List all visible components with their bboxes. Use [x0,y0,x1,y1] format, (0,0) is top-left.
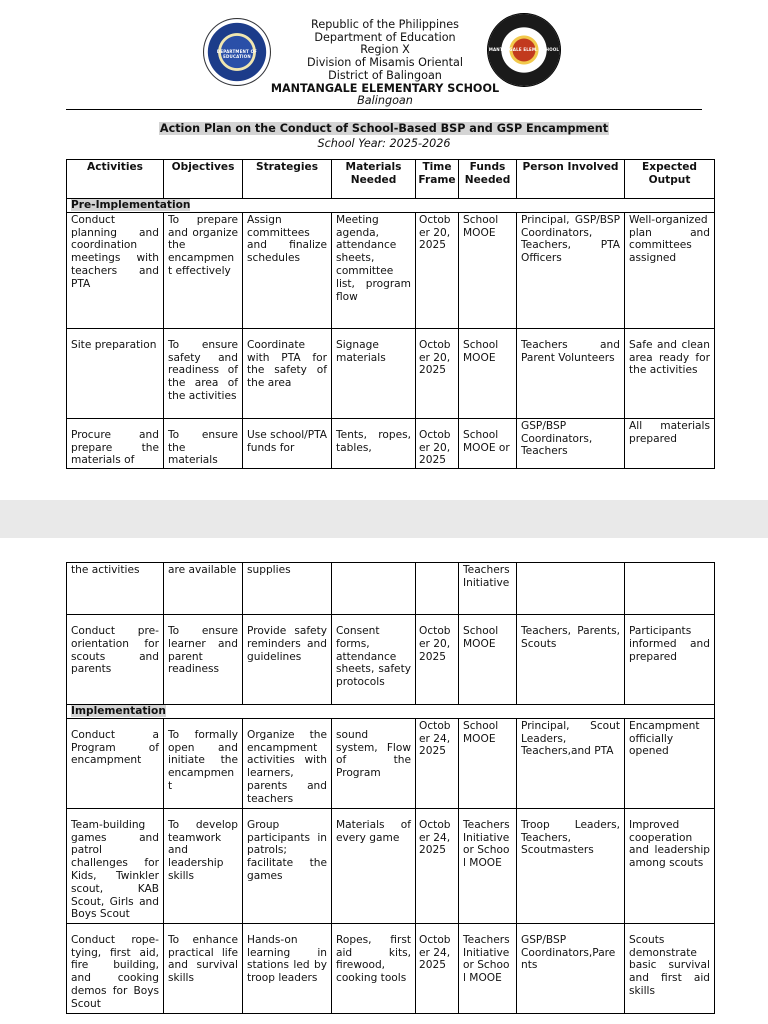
strategy-cell: Assign committees and finalize schedules [243,212,332,328]
objective-cell: are available [164,563,243,615]
column-header: Time Frame [416,160,459,199]
strategy-cell: Group participants in patrols; facilitate the games [243,808,332,923]
letterhead [240,19,530,108]
time-frame-cell: October 20, 2025 [416,615,459,705]
output-cell: Well-organized plan and committees assigned [625,212,715,328]
persons-cell: Principal, Scout Leaders, Teachers,and PTA [517,718,625,808]
persons-cell: Troop Leaders, Teachers, Scoutmasters [517,808,625,923]
funds-cell: School MOOE or [459,418,517,468]
column-header: Objectives [164,160,243,199]
output-cell: Improved cooperation and leadership among scouts [625,808,715,923]
materials-cell: Materials of every game [332,808,416,923]
column-header: Funds Needed [459,160,517,199]
activity-cell: Team-building games and patrol challenges for Kids, Twinkler scout, KAB Scout, Girls and Boys Scout [67,808,164,923]
persons-cell [517,563,625,615]
time-frame-cell: October 20, 2025 [416,328,459,418]
letterhead-line: Republic of the Philippines [311,18,459,31]
materials-cell [332,563,416,615]
letterhead-line: Region X [360,43,410,57]
objective-cell: To enhance practical life and survival skills [164,923,243,1013]
output-cell [625,563,715,615]
deped-seal-text: DEPARTMENT OF EDUCATION [216,49,258,60]
materials-cell: Meeting agenda, attendance sheets, committee list, program flow [332,212,416,328]
activity-cell: Site preparation [67,328,164,418]
phase-row-pre-implementation [67,199,715,213]
persons-cell: Teachers, Parents, Scouts [517,615,625,705]
table-row [67,615,715,705]
column-header: Materials Needed [332,160,416,199]
output-cell: Encampment officially opened [625,718,715,808]
strategy-cell: Coordinate with PTA for the safety of the area [243,328,332,418]
header-divider [66,109,702,110]
persons-cell: GSP/BSP Coordinators,Parents [517,923,625,1013]
strategy-cell: Provide safety reminders and guidelines [243,615,332,705]
output-cell: Safe and clean area ready for the activities [625,328,715,418]
time-frame-cell: October 20, 2025 [416,418,459,468]
table-row [67,923,715,1013]
funds-cell: School MOOE [459,212,517,328]
column-header: Activities [67,160,164,199]
school-year: School Year: 2025-2026 [317,137,451,150]
letterhead-line: District of Balingoan [328,68,442,82]
phase-label: Pre-Implementation [67,199,715,213]
table-row [67,563,715,615]
materials-cell: sound system, Flow of the Program [332,718,416,808]
materials-cell: Ropes, first aid kits, firewood, cooking tools [332,923,416,1013]
column-header: Expected Output [625,160,715,199]
time-frame-cell: October 24, 2025 [416,808,459,923]
phase-label: Implementation [67,705,715,719]
time-frame-cell: October 24, 2025 [416,718,459,808]
plan-title: Action Plan on the Conduct of School-Based BSP and GSP Encampment [159,122,609,135]
activity-cell: Conduct a Program of encampment [67,718,164,808]
materials-cell: Signage materials [332,328,416,418]
objective-cell: To ensure safety and readiness of the area of the activities [164,328,243,418]
time-frame-cell [416,563,459,615]
funds-cell: Teachers Initiative or School MOOE [459,923,517,1013]
persons-cell: GSP/BSP Coordinators, Teachers [517,418,625,468]
letterhead-line: Division of Misamis Oriental [307,56,463,70]
output-cell: Participants informed and prepared [625,615,715,705]
action-plan-table-page-1 [66,159,715,469]
objective-cell: To prepare and organize the encampment effectively [164,212,243,328]
time-frame-cell: October 24, 2025 [416,923,459,1013]
table-row [67,808,715,923]
materials-cell: Tents, ropes, tables, [332,418,416,468]
activity-cell: the activities [67,563,164,615]
column-header: Person Involved [517,160,625,199]
activity-cell: Conduct planning and coordination meetings with teachers and PTA [67,212,164,328]
objective-cell: To formally open and initiate the encampment [164,718,243,808]
phase-row-implementation [67,705,715,719]
materials-cell: Consent forms, attendance sheets, safety protocols [332,615,416,705]
strategy-cell: Use school/PTA funds for [243,418,332,468]
funds-cell: School MOOE [459,615,517,705]
table-row [67,212,715,328]
funds-cell: School MOOE [459,718,517,808]
activity-cell: Procure and prepare the materials of [67,418,164,468]
table-row [67,328,715,418]
objective-cell: To ensure learner and parent readiness [164,615,243,705]
strategy-cell: Organize the encampment activities with learners, parents and teachers [243,718,332,808]
objective-cell: To develop teamwork and leadership skills [164,808,243,923]
funds-cell: School MOOE [459,328,517,418]
table-header-row [67,160,715,199]
output-cell: Scouts demonstrate basic survival and first aid skills [625,923,715,1013]
school-seal-text: MANTANGALE ELEM. SCHOOL [488,47,560,53]
table-row [67,718,715,808]
funds-cell: Teachers Initiative [459,563,517,615]
objective-cell: To ensure the materials [164,418,243,468]
column-header: Strategies [243,160,332,199]
table-row [67,418,715,468]
persons-cell: Principal, GSP/BSP Coordinators, Teachers, PTA Officers [517,212,625,328]
letterhead-line: Department of Education [314,30,456,44]
strategy-cell: supplies [243,563,332,615]
strategy-cell: Hands-on learning in stations led by troop leaders [243,923,332,1013]
school-name: MANTANGALE ELEMENTARY SCHOOL [270,81,500,95]
activity-cell: Conduct pre-orientation for scouts and parents [67,615,164,705]
funds-cell: Teachers Initiative or School MOOE [459,808,517,923]
output-cell: All materials prepared [625,418,715,468]
time-frame-cell: October 20, 2025 [416,212,459,328]
school-town: Balingoan [357,94,413,108]
activity-cell: Conduct rope-tying, first aid, fire building, and cooking demos for Boys Scout [67,923,164,1013]
action-plan-table-page-2 [66,562,715,1014]
persons-cell: Teachers and Parent Volunteers [517,328,625,418]
